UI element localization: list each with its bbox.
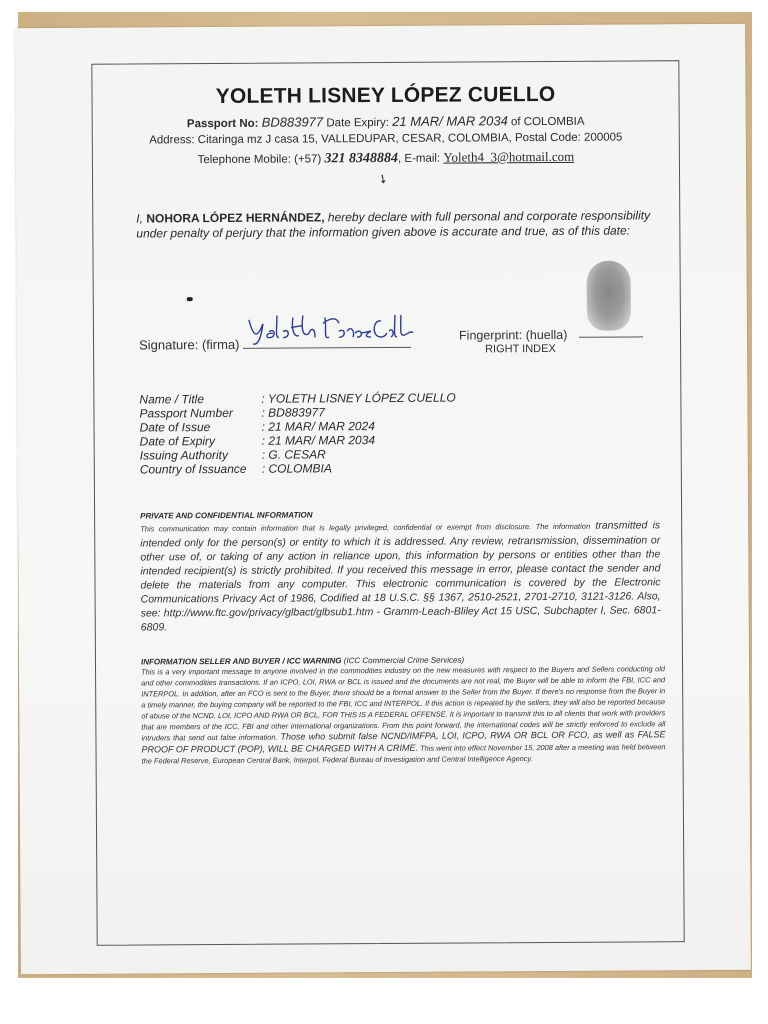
detail-key: Name / Title <box>139 392 205 407</box>
address-value: Citaringa mz J casa 15, VALLEDUPAR, CESAR, COLOMBIA, Postal Code: 200005 <box>197 131 623 147</box>
address-label: Address: <box>149 134 195 147</box>
detail-key: Date of Issue <box>139 420 211 435</box>
detail-key: Issuing Authority <box>139 447 229 463</box>
fingerprint-sublabel: RIGHT INDEX <box>485 342 556 356</box>
private-notice-lead: This communication may contain information that is legally privileged, confidential or exempt from disclosure. The information <box>140 521 591 534</box>
page-border <box>91 60 684 946</box>
passport-number: BD883977 <box>261 114 324 130</box>
detail-key: Date of Expiry <box>139 434 216 449</box>
declaration-paragraph <box>136 208 656 241</box>
detail-value: : COLOMBIA <box>261 461 332 476</box>
handwritten-signature <box>243 309 418 350</box>
expiry-country: of COLOMBIA <box>510 115 585 129</box>
fingerprint-icon <box>587 260 631 330</box>
icc-warning-body <box>141 664 666 767</box>
icc-heading-text: INFORMATION SELLER AND BUYER / ICC WARNING <box>140 656 342 667</box>
detail-value: : 21 MAR/ MAR 2024 <box>261 419 375 434</box>
private-notice-text: transmitted is intended only for the person(s) or entity to which it is addressed. Any review, retransmission, dissemination or other use of, or taking of any action in reliance upon, this information by persons or entities other than the intended recipient(s) is strictly prohibited. If you received this message in error, please contact the sender and delete the materials from any computer. This electronic communication is covered by the Electronic Communications Privacy Act of 1986, Codified at 18 U.S.C. §§ 1367, 2510-2521, 2701-2710, 3121-3126. Also, see: http://www.ftc.gov/privacy/glbact/glbsub1.htm - Gramm-Leach-Bliley Act 15 USC, Subchapter I, Sec. 6801-6809. <box>140 519 661 634</box>
holder-name-title: YOLETH LISNEY LÓPEZ CUELLO <box>215 82 556 109</box>
ink-dot <box>187 297 193 301</box>
declaration-prefix: I, <box>136 211 143 226</box>
pen-mark-icon: ➘ <box>374 170 392 188</box>
icc-body-crime: Those who submit false NCND/IMFPA, LOI, ICPO, RWA OR BCL OR FCO, as well as FALSE PROOF OF PRODUCT (POP), WILL BE CHARGED WITH A CRIME. <box>141 729 666 755</box>
phone-label: Telephone Mobile: (+57) <box>197 153 322 167</box>
detail-value: : G. CESAR <box>261 447 326 462</box>
fingerprint-label: Fingerprint: (huella) <box>458 327 568 343</box>
email-address: Yoleth4_3@hotmail.com <box>443 148 575 165</box>
declarant-name: NOHORA LÓPEZ HERNÁNDEZ, <box>146 210 325 226</box>
detail-row <box>140 433 375 449</box>
phone-number: 321 8348884 <box>324 150 399 167</box>
email-label: , E-mail: <box>397 152 441 165</box>
detail-value: : YOLETH LISNEY LÓPEZ CUELLO <box>261 390 456 406</box>
detail-row <box>140 461 332 477</box>
passport-label: Passport No: <box>186 117 259 131</box>
private-notice-body <box>140 518 661 634</box>
expiry-label: Date Expiry: <box>326 116 390 130</box>
detail-value: : 21 MAR/ MAR 2034 <box>261 433 376 448</box>
document-page <box>15 24 751 974</box>
icc-heading-note: (ICC Commercial Crime Services) <box>343 655 465 666</box>
detail-value: : BD883977 <box>261 405 325 420</box>
expiry-date: 21 MAR/ MAR 2034 <box>392 113 508 129</box>
icc-body-effect: This went into effect November 15, 2008 after a meeting was held between the Federal Reserve, European Central Bank, Interpol, Federal Bureau of Investigation and Central Intelligence Agency. <box>141 742 666 766</box>
contact-line <box>96 148 676 169</box>
signature-label: Signature: (firma) <box>139 336 240 353</box>
detail-key: Country of Issuance <box>139 461 247 477</box>
detail-key: Passport Number <box>139 405 233 421</box>
icc-body-text: This is a very important message to anyone involved in the commodities industry on the new measures with respect to the Buyers and Sellers conducting old and other commodities transactions. If an ICPO, LOI, RWA or BCL is issued and the documents are not real, the Buyer will be able to inform the FBI, ICC and INTERPOL. In addition, after an FCO is sent to the Buyer, there should be a formal answer to the Seller from the Buyer. If there's no response from the Buyer in a timely manner, the buying company will be reported to the FBI, ICC and INTERPOL. If this action is repeated by the sellers, they will also be reported because of abuse of the NCND, LOI, ICPO AND RWA OR BCL, FOR THIS IS A FEDERAL OFFENSE. It is important to transmit this to all clients that work with providers that are members of the ICC, FBI and other international organizations. From this point forward, the international codes will be strictly enforced to exclude all intruders that send out false information. <box>141 664 666 743</box>
declaration-text: hereby declare with full personal and corporate responsibility under penalty of perjury that the information given above is accurate and true, as of this date: <box>136 208 651 241</box>
private-notice-heading: PRIVATE AND CONFIDENTIAL INFORMATION <box>140 510 313 521</box>
